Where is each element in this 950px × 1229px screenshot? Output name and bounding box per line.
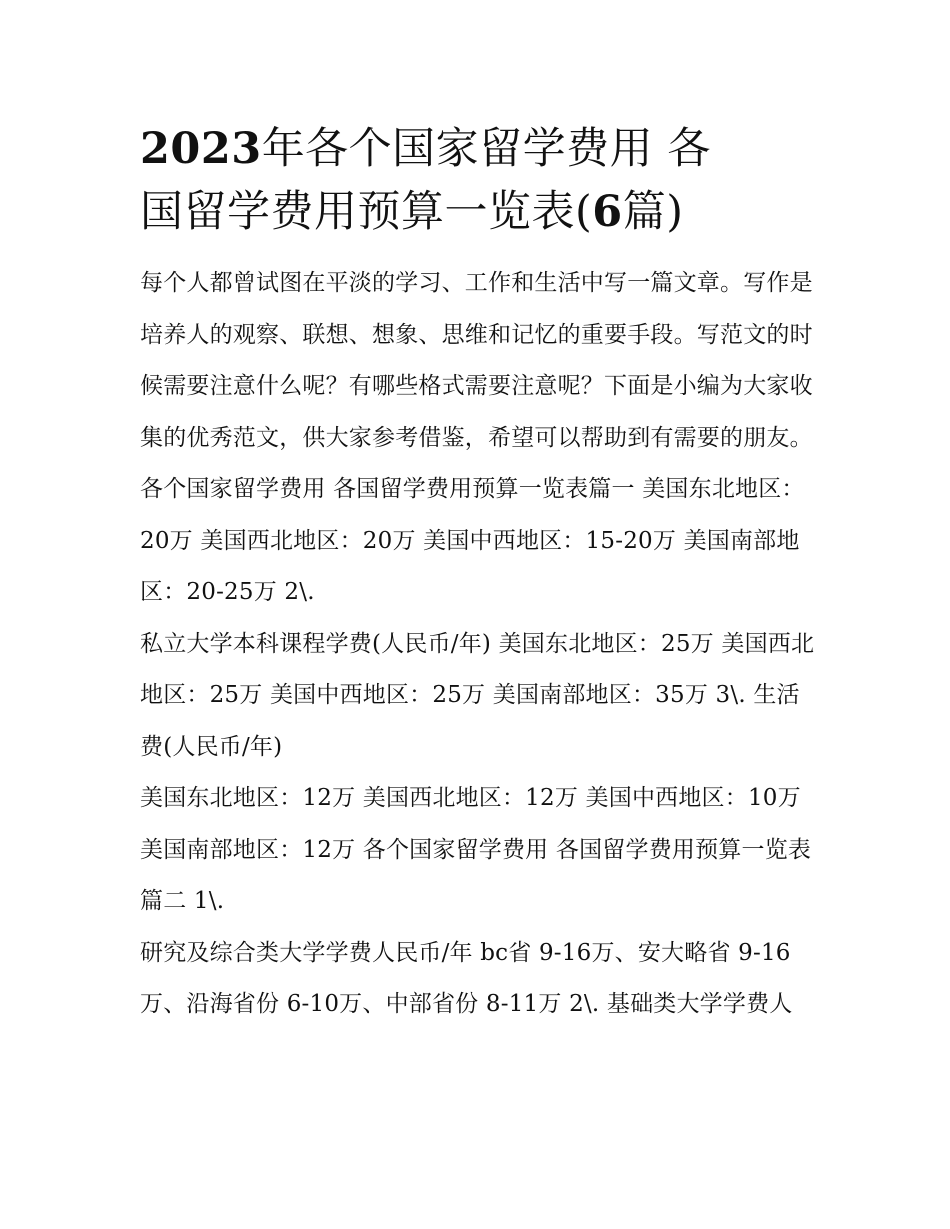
title-line2-end: 篇): [622, 187, 684, 237]
title-line2-text: 国留学费用预算一览表(: [140, 187, 593, 237]
document-title: [140, 118, 820, 244]
title-year: 2023: [140, 124, 262, 174]
intro-paragraph: 每个人都曾试图在平淡的学习、工作和生活中写一篇文章。写作是培养人的观察、联想、想象、思维和记忆的重要手段。写范文的时候需要注意什么呢？有哪些格式需要注意呢？下面是小编为大家收集的优秀范文，供大家参考借鉴，希望可以帮助到有需要的朋友。: [140, 270, 813, 451]
body-paragraph: 研究及综合类大学学费人民币/年 bc省 9-16万、安大略省 9-16万、沿海省份 6-10万、中部省份 8-11万 2\. 基础类大学学费人: [140, 939, 793, 1017]
title-count: 6: [592, 187, 623, 237]
title-line1-text: 年各个国家留学费用 各: [261, 124, 711, 174]
document-content: [140, 118, 820, 1031]
body-paragraph: 各个国家留学费用 各国留学费用预算一览表篇一 美国东北地区：20万 美国西北地区：20万 美国中西地区：15-20万 美国南部地区：20-25万 2\.: [140, 476, 805, 605]
body-paragraph: 美国东北地区：12万 美国西北地区：12万 美国中西地区：10万 美国南部地区：12万 各个国家留学费用 各国留学费用预算一览表篇二 1\.: [140, 785, 812, 914]
body-paragraph: 私立大学本科课程学费(人民币/年) 美国东北地区：25万 美国西北地区：25万 美国中西地区：25万 美国南部地区：35万 3\. 生活费(人民币/年): [140, 630, 815, 760]
